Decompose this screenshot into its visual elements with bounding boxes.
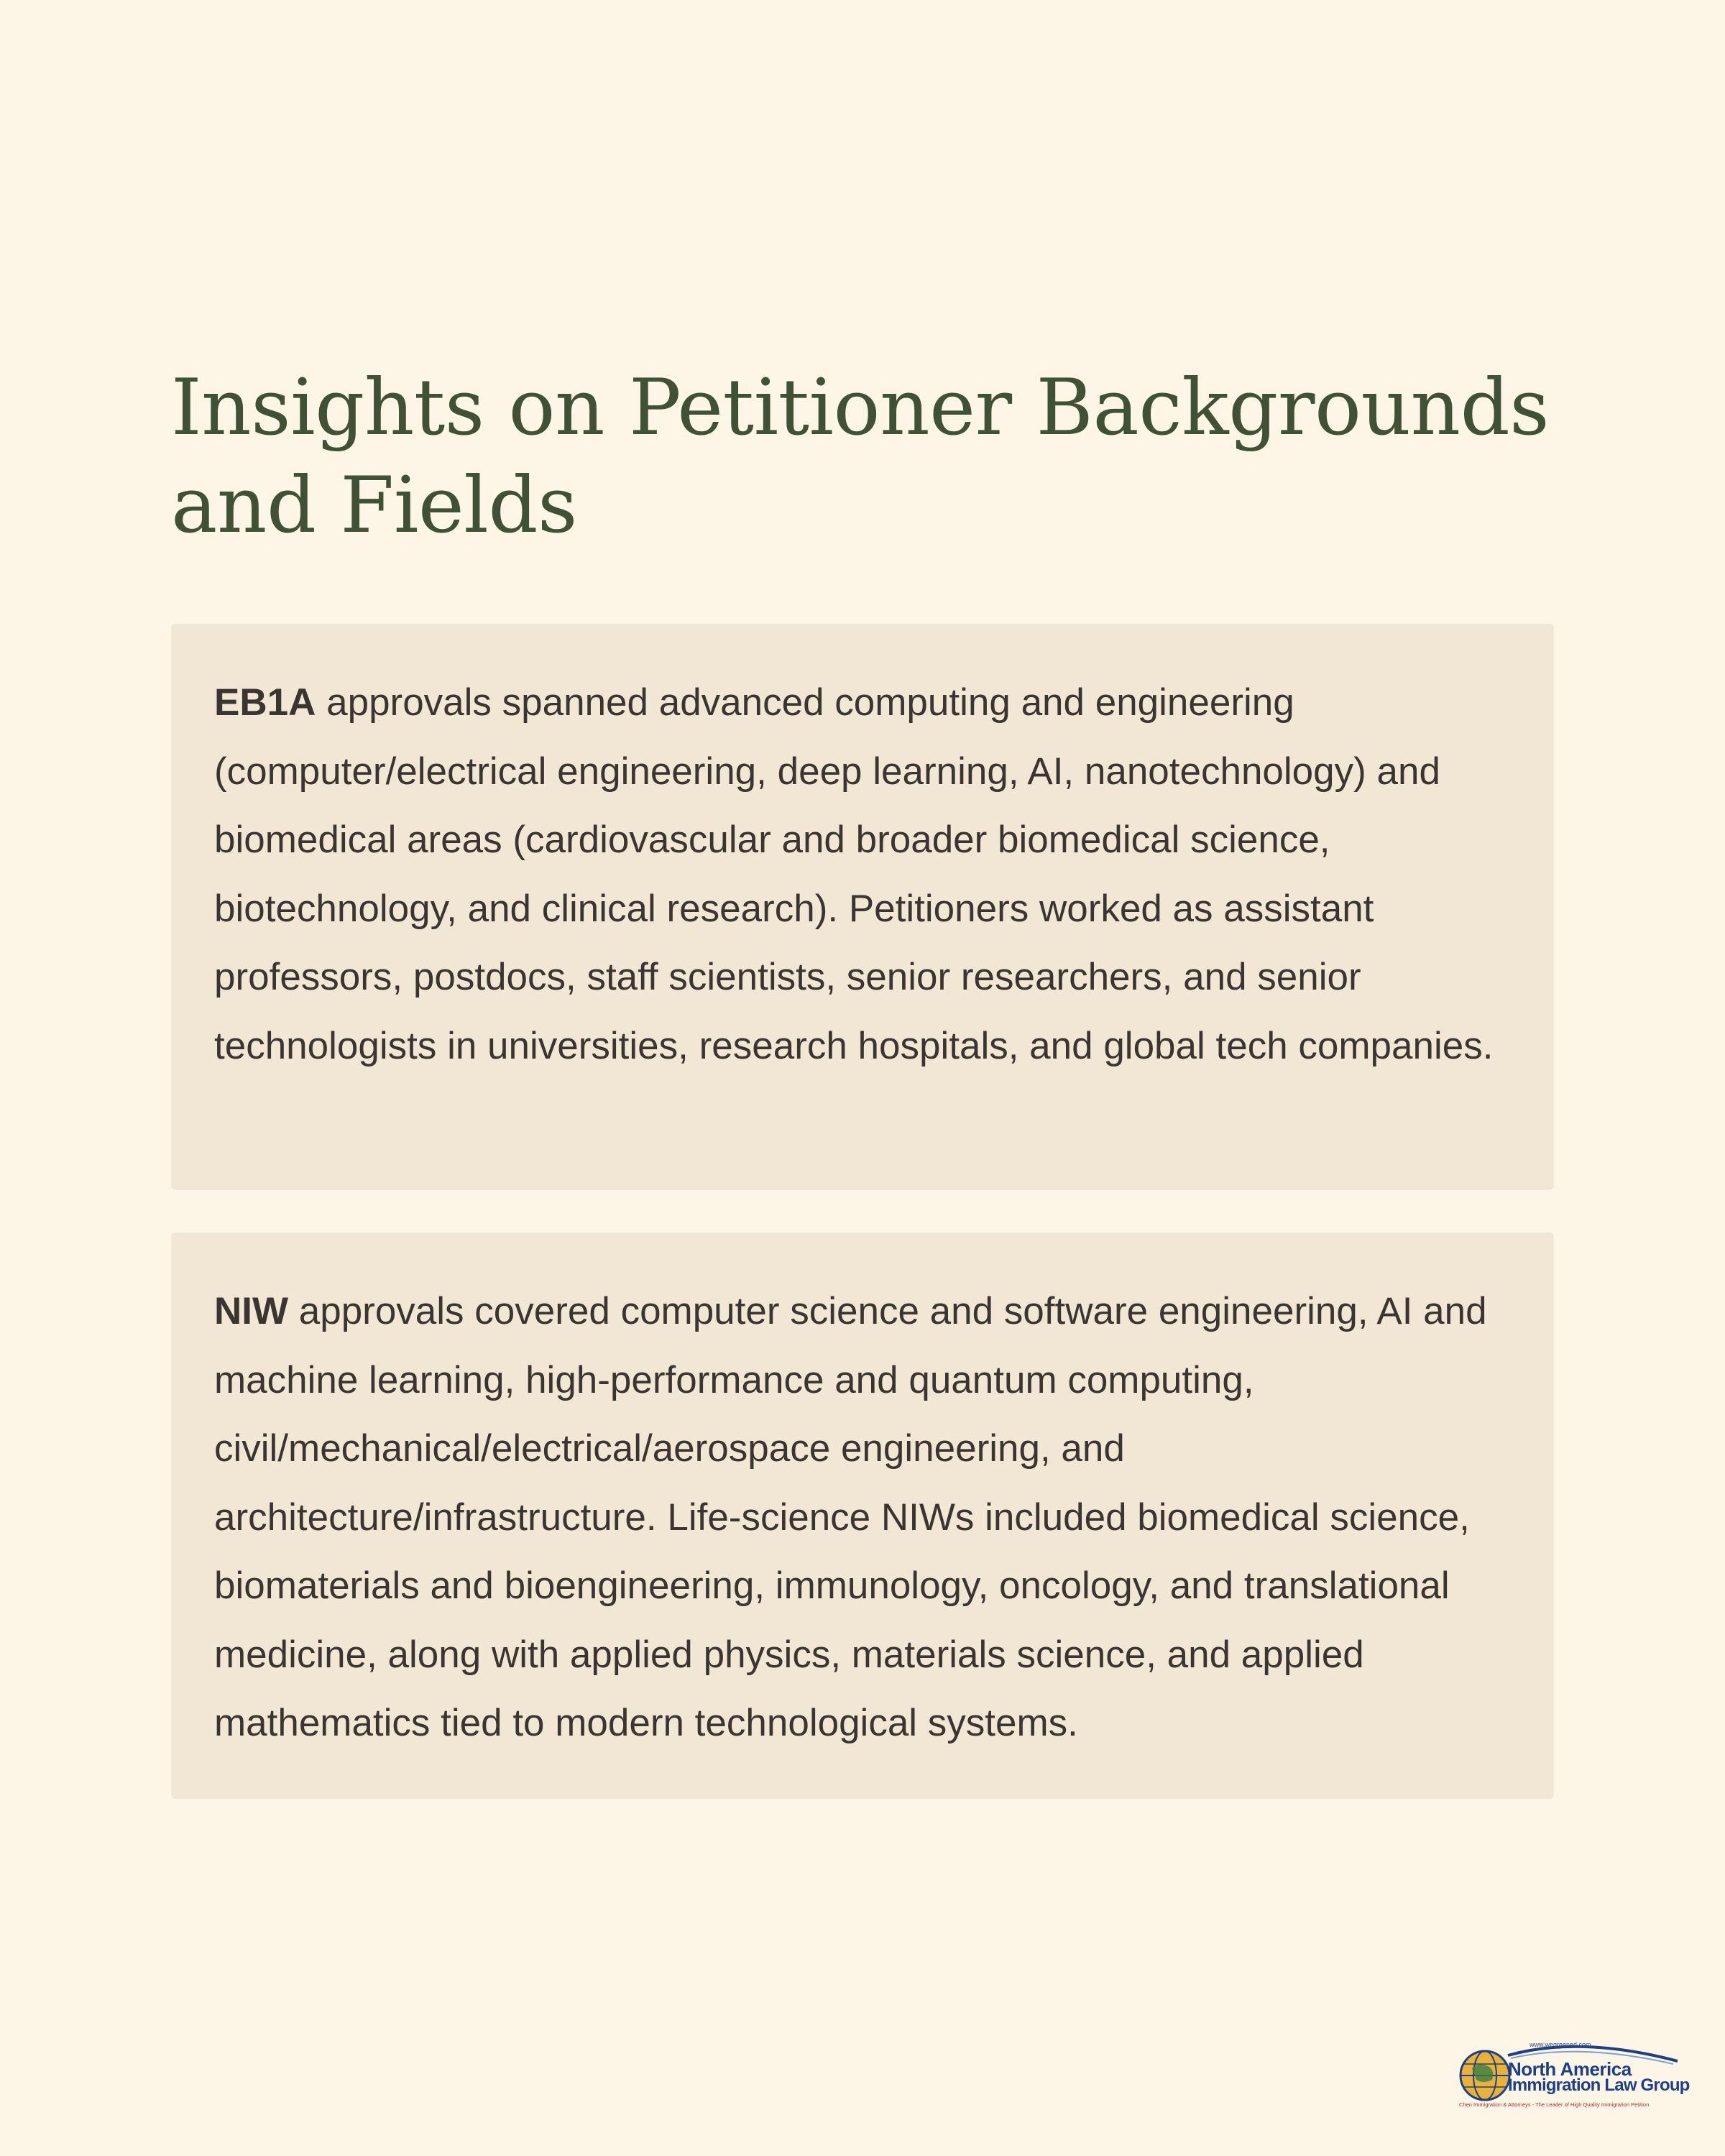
eb1a-label: EB1A: [214, 681, 316, 724]
logo-url: www.wegreened.com: [1530, 2041, 1591, 2048]
logo-name-line2: Immigration Law Group: [1508, 2076, 1690, 2095]
company-logo: [1458, 2040, 1690, 2117]
globe-icon: [1460, 2051, 1509, 2100]
niw-label: NIW: [214, 1290, 289, 1332]
page-title: Insights on Petitioner Backgrounds and Fields: [171, 363, 1550, 550]
eb1a-card: [171, 624, 1554, 1190]
niw-card: [171, 1233, 1554, 1799]
eb1a-text: [214, 668, 1511, 1080]
niw-body: approvals covered computer science and software engineering, AI and machine learning, high-performance and quantum computing, civil/mechanical/electrical/aerospace engineering, and architecture/infrastructure. Life-science NIWs included biomedical science, biomaterials and bioengineering, immunology, oncology, and translational medicine, along with applied physics, materials science, and applied mathematics tied to modern technological systems.: [214, 1290, 1487, 1744]
eb1a-body: approvals spanned advanced computing and engineering (computer/electrical engineering, deep learning, AI, nanotechnology) and biomedical areas (cardiovascular and broader biomedical science, biotechnology, and clinical research). Petitioners worked as assistant professors, postdocs, staff scientists, senior researchers, and senior technologists in universities, research hospitals, and global tech companies.: [214, 681, 1494, 1067]
logo-name-line1: North America: [1508, 2058, 1632, 2080]
logo-tagline: Chen Immigration & Attorneys - The Leader of High Quality Immigration Petition: [1459, 2101, 1650, 2108]
niw-text: [214, 1277, 1511, 1758]
